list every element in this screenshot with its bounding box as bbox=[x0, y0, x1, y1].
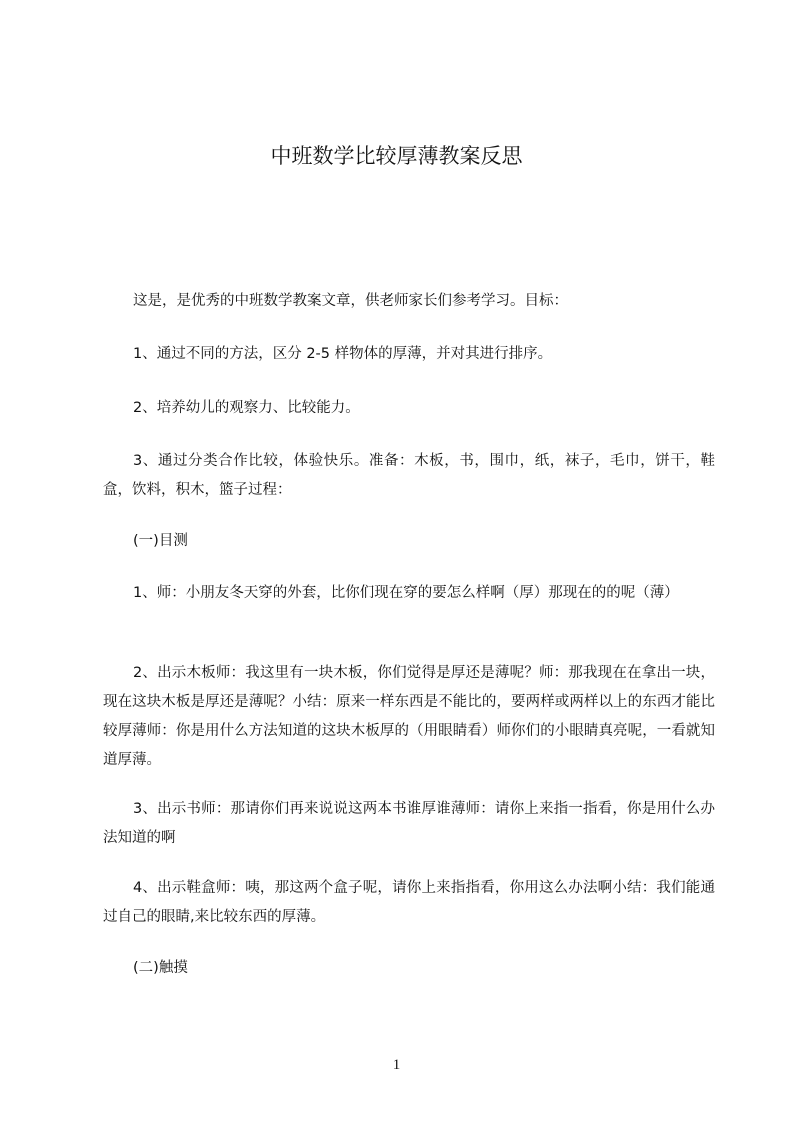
section-heading-visual: (一)目测 bbox=[133, 533, 188, 549]
section-heading-touch: (二)触摸 bbox=[133, 960, 188, 976]
paragraph-goal-3: 3、通过分类合作比较，体验快乐。准备：木板，书，围巾，纸，袜子，毛巾，饼干，鞋盒，饮料，积木，篮子过程： bbox=[103, 453, 715, 498]
paragraph-step-4: 4、出示鞋盒师：咦，那这两个盒子呢，请你上来指指看，你用这么办法啊小结：我们能通过自己的眼睛,来比较东西的厚薄。 bbox=[103, 880, 715, 925]
paragraph-goal-1: 1、通过不同的方法，区分 2-5 样物体的厚薄，并对其进行排序。 bbox=[133, 346, 553, 362]
page-number: 1 bbox=[392, 1057, 401, 1073]
paragraph-step-3: 3、出示书师：那请你们再来说说这两本书谁厚谁薄师：请你上来指一指看，你是用什么办法知道的啊 bbox=[103, 801, 715, 846]
paragraph-intro: 这是，是优秀的中班数学教案文章，供老师家长们参考学习。目标： bbox=[133, 293, 568, 309]
paragraph-step-2: 2、出示木板师：我这里有一块木板，你们觉得是厚还是薄呢？师：那我现在在拿出一块，现在这块木板是厚还是薄呢？小结：原来一样东西是不能比的，要两样或两样以上的东西才能比较厚薄师：你是用什么方法知道的这块木板厚的（用眼睛看）师你们的小眼睛真亮呢，一看就知道厚薄。 bbox=[103, 665, 715, 768]
paragraph-goal-2: 2、培养幼儿的观察力、比较能力。 bbox=[133, 400, 360, 416]
paragraph-step-1: 1、师：小朋友冬天穿的外套，比你们现在穿的要怎么样啊（厚）那现在的的呢（薄） bbox=[133, 585, 679, 601]
page-title: 中班数学比较厚薄教案反思 bbox=[270, 144, 523, 168]
